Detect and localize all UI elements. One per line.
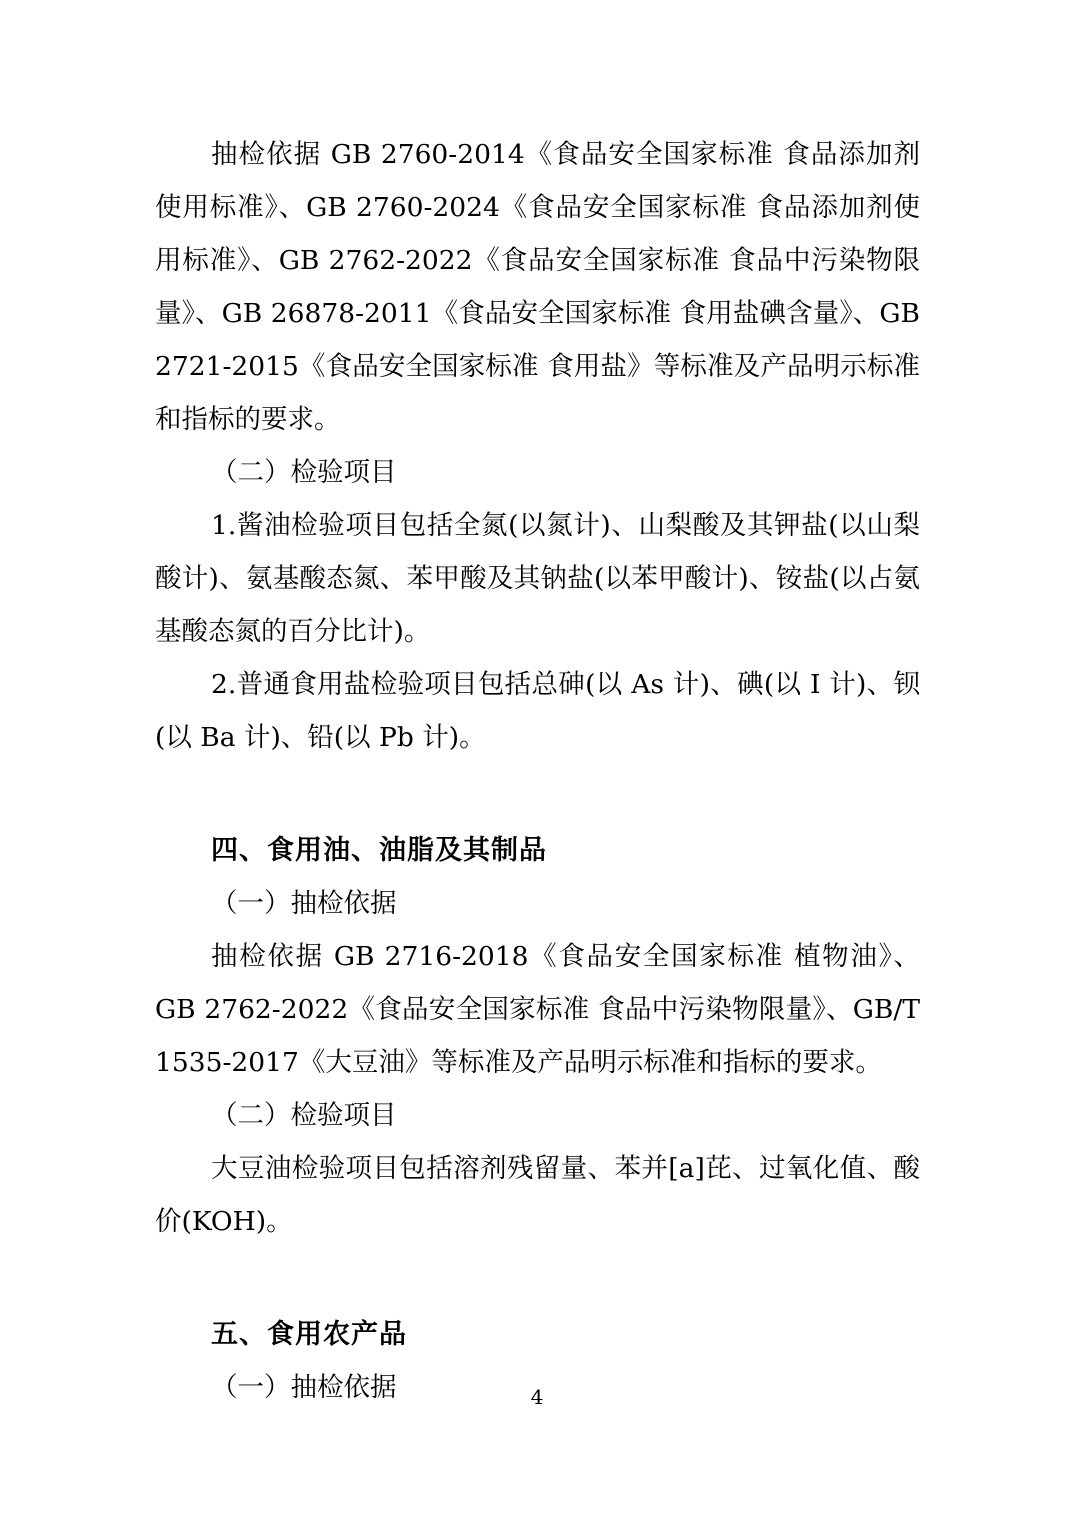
section-spacer-2 [155, 1248, 920, 1308]
paragraph-soy-sauce-items: 1.酱油检验项目包括全氮(以氮计)、山梨酸及其钾盐(以山梨酸计)、氨基酸态氮、苯甲酸及其钠盐(以苯甲酸计)、铵盐(以占氨基酸态氮的百分比计)。 [155, 510, 920, 647]
heading-section5-agricultural-products: 五、食用农产品 [211, 1319, 407, 1350]
paragraph-sampling-basis-section3: 抽检依据 GB 2760-2014《食品安全国家标准 食品添加剂使用标准》、GB 2760-2024《食品安全国家标准 食品添加剂使用标准》、GB 2762-2022《食品安全国家标准 食品中污染物限量》、GB 26878-2011《食品安全国家标准 食用盐碘含量》、GB 2721-2015《食品安全国家标准 食用盐》等标准及产品明示标准和指标的要求。 [155, 139, 920, 435]
subheading-inspection-items-section3: （二）检验项目 [211, 457, 397, 488]
section-spacer [155, 764, 920, 824]
paragraph-soybean-oil-items: 大豆油检验项目包括溶剂残留量、苯并[a]芘、过氧化值、酸价(KOH)。 [155, 1153, 920, 1237]
subheading-inspection-items-section4: （二）检验项目 [211, 1100, 397, 1131]
paragraph-sampling-basis-section4: 抽检依据 GB 2716-2018《食品安全国家标准 植物油》、GB 2762-2022《食品安全国家标准 食品中污染物限量》、GB/T 1535-2017《大豆油》等标准及产品明示标准和指标的要求。 [155, 941, 920, 1078]
paragraph-table-salt-items: 2.普通食用盐检验项目包括总砷(以 As 计)、碘(以 I 计)、钡(以 Ba 计)、铅(以 Pb 计)。 [155, 669, 920, 753]
document-body [155, 128, 920, 1414]
subheading-sampling-basis-section4: （一）抽检依据 [211, 888, 397, 919]
heading-section4-edible-oils: 四、食用油、油脂及其制品 [211, 835, 547, 866]
subheading-sampling-basis-section5: （一）抽检依据 [211, 1372, 397, 1403]
page-number: 4 [530, 1385, 544, 1409]
